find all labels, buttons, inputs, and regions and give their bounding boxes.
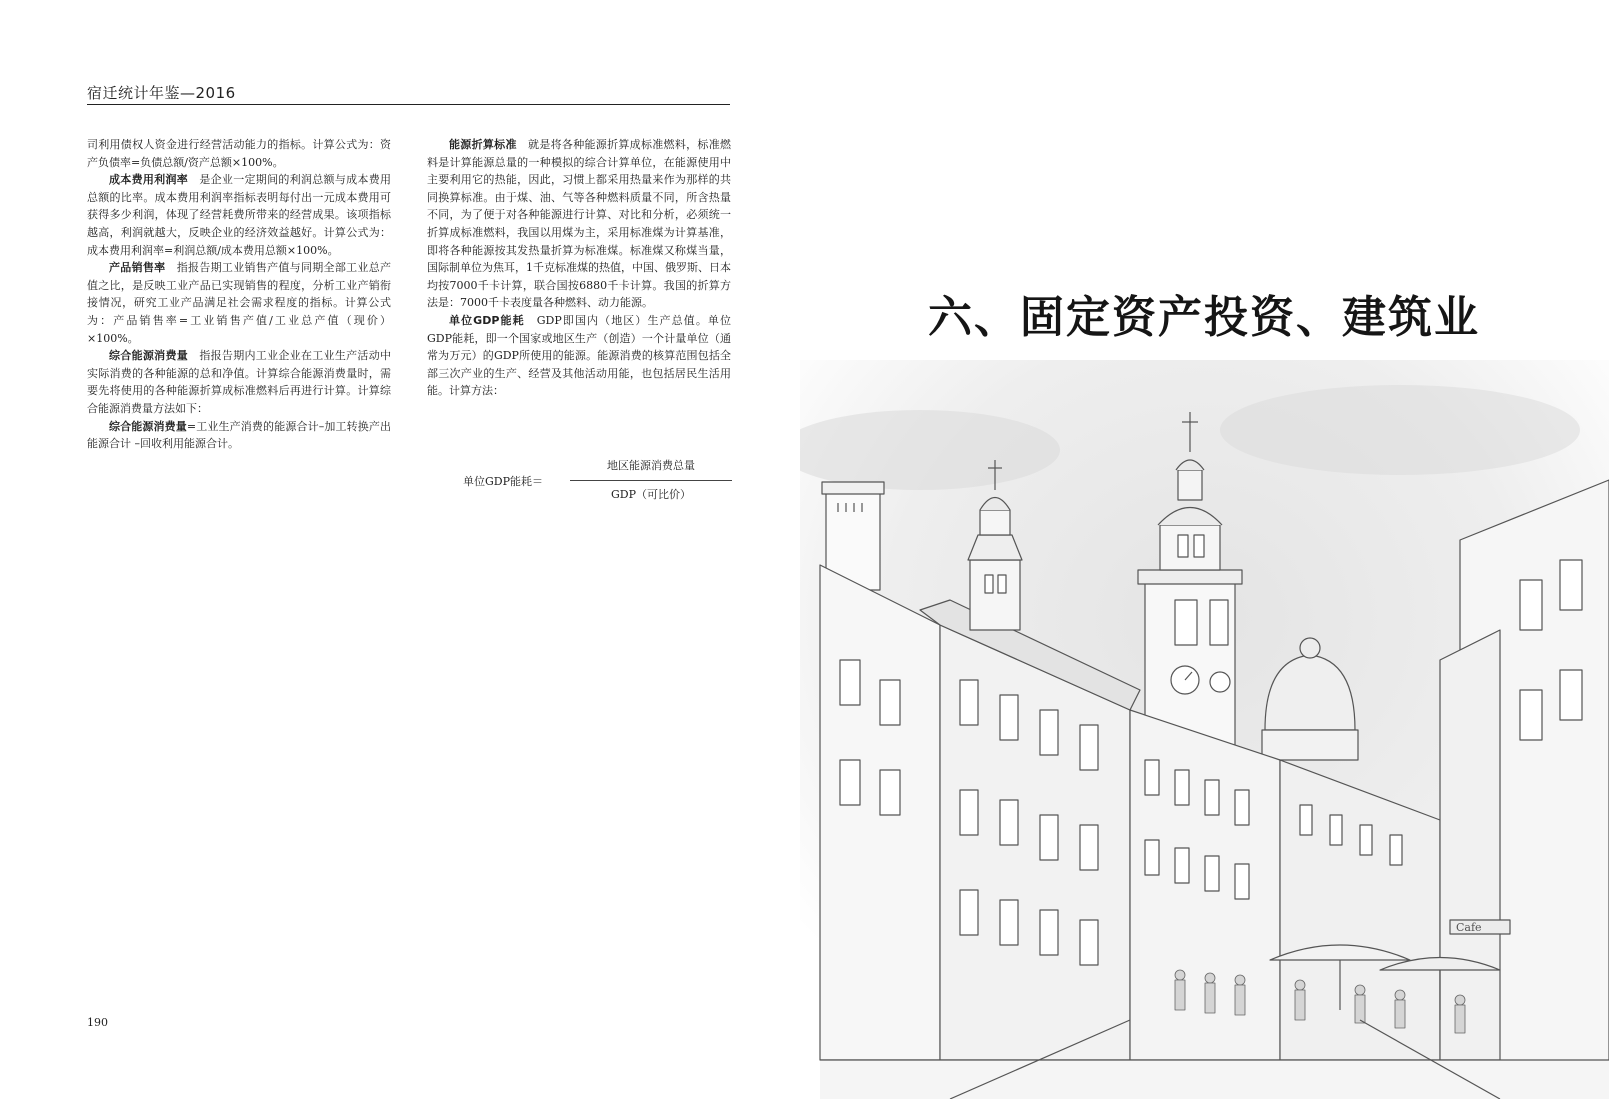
formula-denominator: GDP（可比价） [610, 488, 691, 501]
term: 综合能源消费量 [109, 349, 189, 363]
term: 产品销售率 [109, 261, 166, 275]
chapter-title: 六、固定资产投资、建筑业 [928, 292, 1480, 343]
definition: 就是将各种能源折算成标准燃料，标准燃料是计算能源总量的一种模拟的综合计算单位，在能源使用中主要利用它的热能，因此，习惯上都采用热量来作为那样的共同换算标准。由于煤、油、气等各种燃料质量不同，所含热量不同，为了便于对各种能源进行计算、对比和分析，必须统一折算成标准燃料，我国以用煤为主，采用标准煤为计算基准，即将各种能源按其发热量折算为标准煤。标准煤又称煤当量，国际制单位为焦耳，1千克标准煤的热值，中国、俄罗斯、日本均按7000千卡计算，联合国按6880千卡计算。我国的折算方法是：7000千卡表度量各种燃料、动力能源。 [427, 138, 732, 310]
paragraph-gdp-energy [427, 312, 731, 400]
term: 能源折算标准 [449, 138, 517, 151]
definition: 指报告期工业销售产值与同期全部工业总产值之比，是反映工业产品已实现销售的程度，分析工业产销衔接情况，研究工业产品满足社会需求程度的指标。计算公式为：产品销售率=工业销售产值/工业总产值（现价）×100%。 [87, 261, 392, 345]
right-text-column [427, 136, 731, 400]
header-rule [87, 104, 730, 105]
formula-lhs: 单位GDP能耗＝ [463, 475, 544, 488]
paragraph-sales-rate [87, 259, 391, 347]
paragraph-cost-profit [87, 171, 391, 259]
term: 综合能源消费量 [109, 419, 187, 433]
definition: 指报告期内工业企业在工业生产活动中实际消费的各种能源的总和净值。计算综合能源消费量时，需要先将使用的各种能源折算成标准燃料后再进行计算。计算综合能源消费量方法如下： [87, 349, 392, 415]
left-text-column [87, 136, 391, 453]
definition: =工业生产消费的能源合计–加工转换产出能源合计 –回收利用能源合计。 [87, 419, 391, 451]
paragraph-energy-standard [427, 136, 731, 312]
term: 成本费用利润率 [109, 173, 189, 187]
town-street-sketch-illustration [800, 360, 1609, 1099]
paragraph: 司利用债权人资金进行经营活动能力的指标。计算公式为：资产负债率=负债总额/资产总额×100%。 [87, 138, 391, 169]
term: 单位GDP能耗 [449, 313, 525, 327]
running-header: 宿迁统计年鉴—2016 [87, 84, 236, 102]
definition: GDP即国内（地区）生产总值。单位GDP能耗，即一个国家或地区生产（创造）一个计量单位（通常为万元）的GDP所使用的能源。能源消费的核算范围包括全部三次产业的生产、经营及其他活动用能，也包括居民生活用能。计算方法： [427, 313, 731, 398]
formula-fraction [570, 458, 732, 503]
page-number: 190 [87, 1016, 108, 1029]
paragraph-energy-consumption [87, 347, 391, 417]
definition: 是企业一定期间的利润总额与成本费用总额的比率。成本费用利润率指标表明每付出一元成本费用可获得多少利润，体现了经营耗费所带来的经营成果。该项指标越高，利润就越大，反映企业的经济效益越好。计算公式为：成本费用利润率=利润总额/成本费用总额×100%。 [87, 173, 392, 257]
svg-text:Cafe: Cafe [1456, 921, 1482, 934]
paragraph-energy-formula [87, 418, 391, 453]
formula-numerator: 地区能源消费总量 [570, 458, 732, 481]
